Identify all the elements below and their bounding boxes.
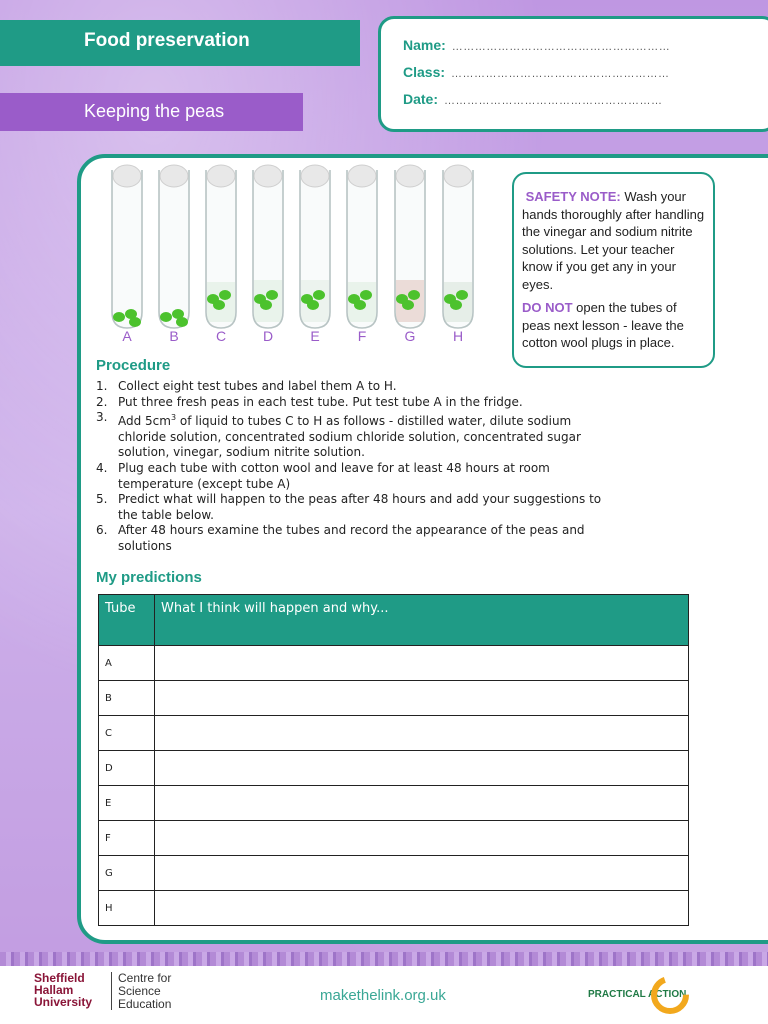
page-subtitle: Keeping the peas bbox=[84, 101, 225, 121]
table-row bbox=[99, 856, 689, 891]
cse-logo-text bbox=[118, 972, 171, 1011]
subtitle-banner bbox=[0, 93, 303, 131]
cse-line: Education bbox=[118, 997, 172, 1011]
logo-line: Sheffield bbox=[34, 971, 85, 985]
pea bbox=[113, 312, 125, 322]
procedure-step bbox=[96, 492, 616, 523]
safety-note-paragraph bbox=[522, 188, 705, 293]
pea bbox=[213, 300, 225, 310]
practical-action-icon bbox=[650, 975, 690, 1015]
test-tube bbox=[347, 165, 377, 328]
prediction-cell[interactable] bbox=[155, 891, 689, 926]
class-dots: ………………………………………………… bbox=[451, 68, 670, 80]
column-header-tube: Tube bbox=[99, 595, 155, 646]
tube-cell: G bbox=[99, 856, 155, 891]
tube-label: D bbox=[262, 328, 274, 344]
logo-divider bbox=[111, 972, 112, 1010]
step-number: 2. bbox=[96, 394, 108, 409]
tube-cell: H bbox=[99, 891, 155, 926]
website-link[interactable]: makethelink.org.uk bbox=[320, 987, 446, 1004]
safety-note-text: Wash your hands thoroughly after handling the vinegar and sodium nitrite solutions. Let your teacher know if you get any in your eyes. bbox=[522, 189, 705, 292]
student-info-box bbox=[378, 16, 768, 132]
name-dots: ………………………………………………… bbox=[451, 41, 671, 53]
tube-cell: A bbox=[99, 646, 155, 681]
table-row bbox=[99, 821, 689, 856]
date-dots: ………………………………………………… bbox=[444, 95, 663, 107]
cotton-wool-plug bbox=[207, 165, 235, 187]
step-number: 3. bbox=[96, 410, 108, 425]
donot-text: open the tubes of peas next lesson - leave the cotton wool plugs in place. bbox=[522, 300, 684, 350]
test-tube bbox=[253, 165, 283, 328]
pea bbox=[360, 290, 372, 300]
tube-cell: B bbox=[99, 681, 155, 716]
donot-label: DO NOT bbox=[522, 300, 573, 315]
pea bbox=[260, 300, 272, 310]
step-text bbox=[118, 410, 616, 461]
pea bbox=[219, 290, 231, 300]
tube-cell: F bbox=[99, 821, 155, 856]
step-number: 6. bbox=[96, 523, 108, 538]
cotton-wool-plug bbox=[113, 165, 141, 187]
date-field[interactable] bbox=[403, 91, 663, 107]
name-field[interactable] bbox=[403, 37, 670, 53]
pea bbox=[450, 300, 462, 310]
tube-label: E bbox=[310, 328, 320, 344]
pea bbox=[129, 317, 141, 327]
predictions-heading: My predictions bbox=[96, 569, 202, 586]
page-title: Food preservation bbox=[84, 30, 250, 51]
tube-glass bbox=[159, 170, 189, 328]
step-number: 5. bbox=[96, 492, 108, 507]
cotton-wool-plug bbox=[160, 165, 188, 187]
class-field[interactable] bbox=[403, 64, 670, 80]
step-text: After 48 hours examine the tubes and record the appearance of the peas and solutions bbox=[118, 523, 585, 553]
pea bbox=[456, 290, 468, 300]
cotton-wool-plug bbox=[396, 165, 424, 187]
step-text-pre: Add 5cm bbox=[118, 414, 171, 429]
procedure-step bbox=[96, 395, 616, 411]
test-tube bbox=[159, 165, 189, 328]
tube-label: B bbox=[169, 328, 179, 344]
procedure-step bbox=[96, 523, 616, 554]
tube-cell: E bbox=[99, 786, 155, 821]
cse-line: Centre for bbox=[118, 971, 172, 985]
logo-line: Hallam bbox=[34, 983, 74, 997]
test-tube bbox=[443, 165, 473, 328]
pea bbox=[176, 317, 188, 327]
tube-glass bbox=[112, 170, 142, 328]
pea bbox=[408, 290, 420, 300]
column-header-prediction: What I think will happen and why... bbox=[155, 595, 689, 646]
step-number: 1. bbox=[96, 379, 108, 393]
test-tube bbox=[112, 165, 142, 328]
predictions-table bbox=[98, 594, 689, 926]
table-row bbox=[99, 646, 689, 681]
logo-line: University bbox=[34, 995, 93, 1009]
tube-label: G bbox=[404, 328, 416, 344]
pea bbox=[266, 290, 278, 300]
procedure-heading: Procedure bbox=[96, 357, 171, 374]
pea bbox=[402, 300, 414, 310]
prediction-cell[interactable] bbox=[155, 681, 689, 716]
procedure-step bbox=[96, 410, 616, 461]
test-tube bbox=[206, 165, 236, 328]
pea bbox=[313, 290, 325, 300]
test-tube bbox=[300, 165, 330, 328]
test-tubes-illustration bbox=[110, 162, 490, 352]
prediction-cell[interactable] bbox=[155, 646, 689, 681]
pea bbox=[307, 300, 319, 310]
step-text-post: of liquid to tubes C to H as follows - distilled water, dilute sodium chloride solution, concentrated sodium chloride solution, concentrated sugar solution, vinegar, sodium nitrite solution. bbox=[118, 414, 581, 460]
prediction-cell[interactable] bbox=[155, 821, 689, 856]
cotton-wool-plug bbox=[444, 165, 472, 187]
table-header-row bbox=[99, 595, 689, 646]
footer-strip bbox=[0, 952, 768, 966]
date-label: Date: bbox=[403, 91, 439, 107]
prediction-cell[interactable] bbox=[155, 751, 689, 786]
safety-note-label: SAFETY NOTE: bbox=[525, 189, 621, 204]
tube-label: H bbox=[452, 328, 464, 344]
sheffield-hallam-logo bbox=[34, 972, 92, 1008]
prediction-cell[interactable] bbox=[155, 856, 689, 891]
table-row bbox=[99, 716, 689, 751]
procedure-step bbox=[96, 379, 616, 395]
test-tube bbox=[395, 165, 425, 328]
cotton-wool-plug bbox=[301, 165, 329, 187]
name-label: Name: bbox=[403, 37, 446, 53]
step-number: 4. bbox=[96, 460, 108, 475]
class-label: Class: bbox=[403, 64, 446, 80]
step-text: Predict what will happen to the peas after 48 hours and add your suggestions to the table below. bbox=[118, 492, 602, 522]
pea bbox=[354, 300, 366, 310]
donot-paragraph bbox=[522, 299, 705, 352]
cotton-wool-plug bbox=[254, 165, 282, 187]
cotton-wool-plug bbox=[348, 165, 376, 187]
pea bbox=[160, 312, 172, 322]
prediction-cell[interactable] bbox=[155, 786, 689, 821]
step-text: Collect eight test tubes and label them A to H. bbox=[118, 379, 397, 393]
practical-action-logo: PRACTICAL ACTION bbox=[588, 989, 687, 1000]
step-text: Put three fresh peas in each test tube. Put test tube A in the fridge. bbox=[118, 394, 523, 409]
cse-line: Science bbox=[118, 984, 161, 998]
table-row bbox=[99, 891, 689, 926]
prediction-cell[interactable] bbox=[155, 716, 689, 751]
tube-label: C bbox=[215, 328, 227, 344]
step-text: Plug each tube with cotton wool and leave for at least 48 hours at room temperature (except tube A) bbox=[118, 460, 550, 491]
tube-label: A bbox=[122, 328, 132, 344]
title-banner bbox=[0, 20, 360, 66]
table-row bbox=[99, 751, 689, 786]
tube-label: F bbox=[357, 328, 367, 344]
table-row bbox=[99, 681, 689, 716]
safety-note bbox=[512, 172, 715, 368]
procedure-step bbox=[96, 461, 616, 492]
table-row bbox=[99, 786, 689, 821]
procedure-list bbox=[96, 379, 616, 555]
tube-cell: C bbox=[99, 716, 155, 751]
tube-cell: D bbox=[99, 751, 155, 786]
step-superscript: 3 bbox=[170, 413, 177, 423]
